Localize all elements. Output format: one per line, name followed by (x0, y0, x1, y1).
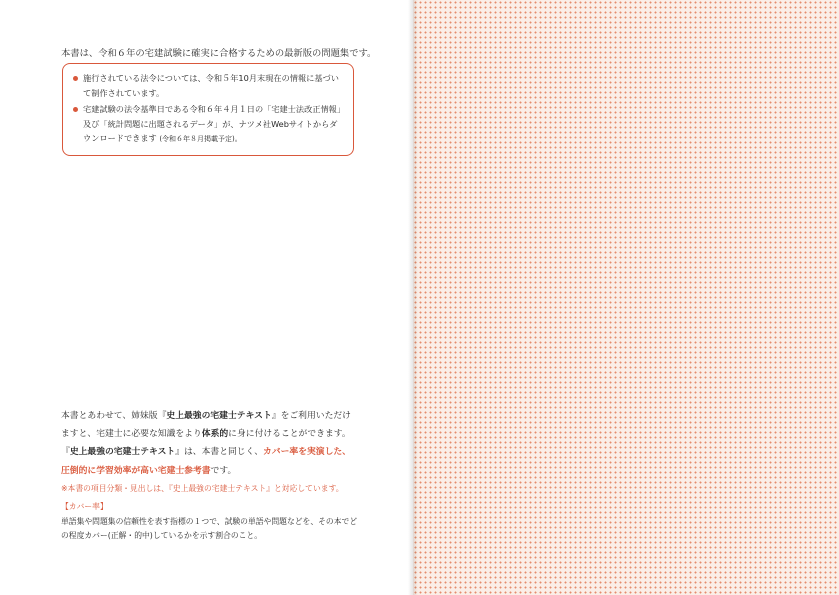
notice-item (73, 102, 345, 147)
notice-date: (令和６年８月掲載予定)。 (159, 135, 242, 143)
notice-text: 施行されている法令については、令和５年10月末現在の情報に基づいて制作されています。 (83, 73, 339, 98)
notice-item (73, 71, 345, 100)
emphasis-text: 体系的 (201, 429, 229, 440)
book-title: 史上最強の宅建士テキスト (69, 447, 176, 458)
sister-book-paragraph (61, 407, 356, 498)
notice-box (62, 63, 354, 156)
para-text: 』は、本書と同じく、 (175, 447, 263, 458)
glossary (61, 500, 361, 544)
para-text: に身に付けることができます。『 (61, 429, 351, 458)
correspondence-note: ※本書の項目分類・見出しは、『史上最強の宅建士テキスト』と対応しています。 (61, 483, 344, 493)
notice-text: 宅建試験の法令基準日である令和６年４月１日の「宅建士法改正情報」及び「統計問題に出題されるデータ」が、ナツメ社Webサイトからダウンロードできます (83, 104, 346, 143)
glossary-heading: 【カバー率】 (61, 502, 108, 511)
right-page (413, 0, 839, 595)
lead-sentence: 本書は、令和６年の宅建試験に確実に合格するための最新版の問題集です。 (61, 48, 377, 59)
para-text: です。 (210, 465, 237, 476)
highlight-text: カバー率を実演した、圧倒的に学習効率が高い宅建士参考書 (61, 447, 351, 476)
left-page (0, 0, 413, 595)
para-text: 本書とあわせて、姉妹版『 (61, 411, 167, 421)
book-gutter (408, 0, 418, 595)
para-text: 』をご利用いただけますと、宅建士に必要な知識をより (61, 411, 351, 440)
book-title: 史上最強の宅建士テキスト (166, 411, 272, 421)
glossary-body: 単語集や問題集の信頼性を表す指標の１つで、試験の単語や問題などを、その本でどの程度カバー(正解・的中)しているかを示す割合のこと。 (61, 516, 358, 540)
